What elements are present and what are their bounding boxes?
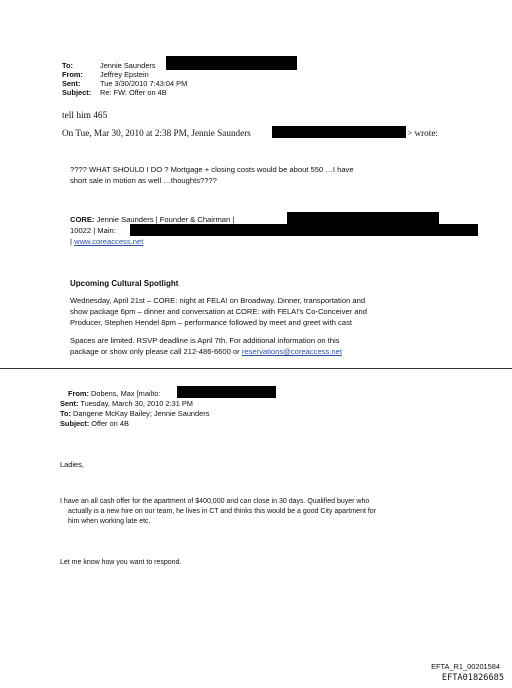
fwd-subject-label: Subject: (60, 419, 90, 428)
footer-id-2: EFTA01826685 (441, 673, 504, 683)
from-value: Jeffrey Epstein (100, 70, 149, 79)
footer-id-1: EFTA_R1_00201584 (431, 662, 500, 671)
forward-sent-row (60, 399, 209, 409)
fwd-from-value: Dobens, Max [mailto: (91, 389, 161, 398)
signature-title: Jennie Saunders | Founder & Chairman | (94, 215, 235, 224)
signature-line-3 (70, 236, 234, 247)
spotlight-line: Producer, Stephen Hendel 8pm – performance followed by meet and greet with cast (70, 318, 352, 327)
from-label: From: (62, 70, 83, 79)
reply-sent-row (62, 79, 187, 88)
sent-value: Tue 3/30/2010 7:43:04 PM (100, 79, 188, 88)
fwd-subject-value: Offer on 4B (91, 419, 129, 428)
redaction-box (130, 224, 478, 236)
to-label: To: (62, 61, 73, 70)
reservations-link[interactable]: reservations@coreaccess.net (241, 347, 342, 356)
spotlight-paragraph-2 (70, 335, 342, 357)
spotlight-line (70, 346, 342, 357)
redaction-box (287, 212, 439, 224)
greeting: Ladies, (60, 460, 84, 469)
signature-core: CORE: (70, 215, 95, 224)
fwd-from-label: From: (68, 389, 89, 398)
fwd-to-value: Dangene McKay Bailey; Jennie Saunders (73, 409, 210, 418)
spotlight-heading: Upcoming Cultural Spotlight (70, 279, 179, 288)
subject-value: Re: FW: Offer on 4B (100, 88, 167, 97)
reply-subject-row (62, 88, 187, 97)
jennie-message (70, 164, 354, 186)
jennie-message-line: short sale in motion as well …thoughts???? (70, 176, 217, 185)
respond-line: Let me know how you want to respond. (60, 559, 182, 566)
divider (0, 368, 512, 369)
quote-intro: On Tue, Mar 30, 2010 at 2:38 PM, Jennie Saunders (62, 128, 251, 138)
spotlight-line: show package 6pm – dinner and conversation at CORE: with FELA!'s Co-Conceiver and (70, 307, 367, 316)
forward-to-row (60, 409, 209, 419)
redaction-box (272, 126, 406, 138)
forward-subject-row (60, 419, 209, 429)
website-link[interactable]: www.coreaccess.net (74, 237, 144, 246)
spotlight-line: Spaces are limited. RSVP deadline is April 7th. For additional information on this (70, 336, 340, 345)
offer-line: I have an all cash offer for the apartment of $400,000 and can close in 30 days. Qualified buyer who (60, 498, 370, 505)
to-value: Jennie Saunders (100, 61, 156, 70)
fwd-sent-value: Tuesday, March 30, 2010 2:31 PM (80, 399, 193, 408)
reply-body: tell him 465 (62, 111, 108, 121)
redaction-box (177, 386, 276, 398)
reply-from-row (62, 70, 187, 79)
offer-paragraph (60, 497, 376, 527)
signature-line-2: 10022 | Main: (70, 226, 116, 235)
jennie-message-line: ???? WHAT SHOULD I DO ? Mortgage + closing costs would be about 550 …I have (70, 165, 354, 174)
fwd-to-label: To: (60, 409, 71, 418)
fwd-sent-label: Sent: (60, 399, 79, 408)
offer-line: him when working late etc. (68, 518, 151, 525)
spotlight-call-text: package or show only please call 212-486-6600 or (70, 347, 242, 356)
spotlight-line: Wednesday, April 21st – CORE: night at FELA! on Broadway. Dinner, transportation and (70, 296, 366, 305)
spotlight-paragraph-1 (70, 295, 367, 328)
quote-wrote: > wrote: (407, 128, 438, 138)
offer-line: actually is a new hire on our team, he lives in CT and thinks this would be a good City apartment for (68, 508, 377, 515)
subject-label: Subject: (62, 88, 92, 97)
redaction-box (166, 56, 297, 70)
sent-label: Sent: (62, 79, 81, 88)
signature-prefix: | (70, 237, 75, 246)
